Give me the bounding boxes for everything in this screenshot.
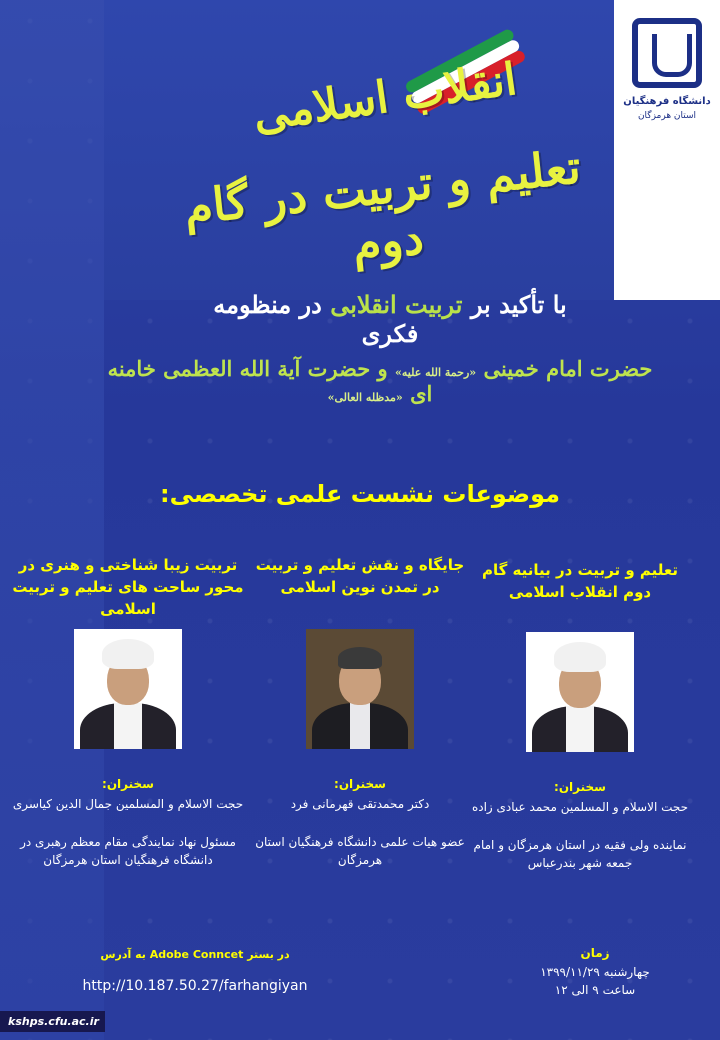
speaker-label: سخنران: bbox=[554, 780, 606, 794]
speaker-role: عضو هیات علمی دانشگاه فرهنگیان استان هرمزگان bbox=[255, 835, 465, 867]
decorative-left-band bbox=[0, 0, 104, 1040]
leaders-line bbox=[100, 356, 660, 406]
event-hours: ساعت ۹ الی ۱۲ bbox=[554, 983, 636, 998]
speaker-label: سخنران: bbox=[334, 777, 386, 791]
time-label: زمان bbox=[580, 946, 610, 960]
subtitle-highlight: تربیت انقلابی bbox=[330, 290, 463, 319]
title-line-1: انقلاب اسلامی bbox=[250, 53, 520, 142]
title-line-2: تعلیم و تربیت در گام دوم bbox=[181, 139, 583, 272]
logo-province: استان هرمزگان bbox=[637, 111, 697, 121]
speaker-name: دکتر محمدتقی قهرمانی فرد bbox=[290, 797, 430, 811]
speaker-column-3 bbox=[10, 555, 246, 869]
topic-title: تعلیم و تربیت در بیانیه گام دوم انقلاب اسلامی bbox=[481, 561, 679, 601]
topic-title: تربیت زیبا شناختی و هنری در محور ساحت های تعلیم و تربیت اسلامی bbox=[12, 556, 244, 618]
leader-name: و حضرت آیة الله العظمی خامنه ای bbox=[107, 356, 433, 406]
leader-note: «مدظله العالی» bbox=[327, 391, 403, 404]
speaker-name: حجت الاسلام و المسلمین جمال الدین کیاسری bbox=[12, 797, 244, 811]
speaker-photo bbox=[306, 629, 414, 749]
speaker-name: حجت الاسلام و المسلمین محمد عبادی زاده bbox=[471, 800, 689, 814]
site-tag[interactable]: kshps.cfu.ac.ir bbox=[0, 1011, 105, 1032]
speaker-photo bbox=[526, 632, 634, 752]
speaker-column-2 bbox=[250, 555, 470, 869]
connect-text: در بستر Adobe Conncet به آدرس bbox=[100, 948, 290, 961]
event-date: چهارشنبه ۱۳۹۹/۱۱/۲۹ bbox=[540, 964, 650, 979]
speaker-label: سخنران: bbox=[102, 777, 154, 791]
subtitle bbox=[190, 290, 590, 348]
time-block bbox=[520, 944, 670, 1000]
imam-name: حضرت امام خمینی bbox=[483, 356, 653, 381]
speaker-role: مسئول نهاد نمایندگی مقام معظم رهبری در دانشگاه فرهنگیان استان هرمزگان bbox=[20, 835, 236, 867]
connect-url[interactable]: http://10.187.50.27/farhangiyan bbox=[82, 978, 308, 994]
speaker-photo bbox=[74, 629, 182, 749]
imam-note: «رحمة الله علیه» bbox=[394, 366, 477, 379]
speaker-role: نماینده ولی فقیه در استان هرمزگان و امام جمعه شهر بندرعباس bbox=[473, 838, 687, 870]
topic-title: جایگاه و نقش تعلیم و تربیت در تمدن نوین اسلامی bbox=[255, 556, 465, 596]
logo-name: دانشگاه فرهنگیان bbox=[623, 96, 711, 107]
university-logo bbox=[614, 0, 720, 150]
subtitle-before: با تأکید بر bbox=[470, 290, 567, 319]
university-emblem-icon bbox=[632, 18, 702, 88]
subtitle-after: در منظومه فکری bbox=[213, 290, 419, 348]
topics-heading: موضوعات نشست علمی تخصصی: bbox=[159, 480, 561, 508]
speaker-column-1 bbox=[470, 560, 690, 872]
